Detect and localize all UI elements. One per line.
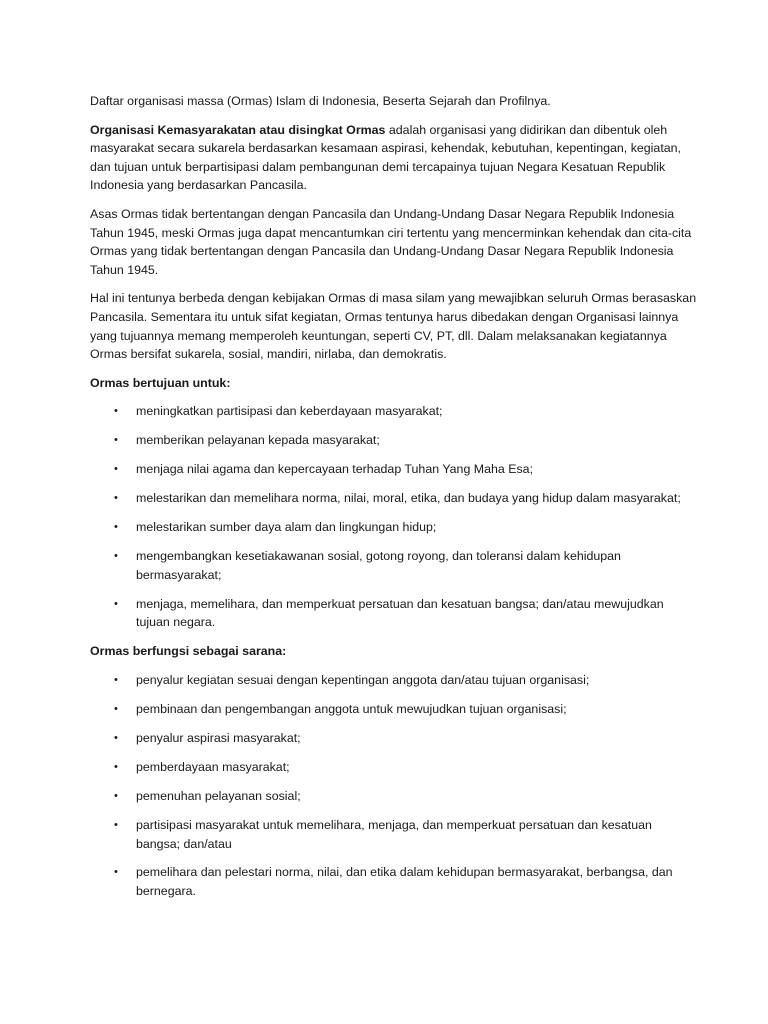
list-item	[90, 729, 698, 748]
list-item-text: penyalur kegiatan sesuai dengan kepentingan anggota dan/atau tujuan organisasi;	[136, 672, 590, 687]
bullet-icon: •	[114, 702, 118, 715]
bullet-icon: •	[114, 731, 118, 744]
bullet-icon: •	[114, 597, 118, 610]
list-item-text: melestarikan sumber daya alam dan lingkungan hidup;	[136, 520, 437, 535]
list-item	[90, 431, 698, 450]
list-item-text: pemelihara dan pelestari norma, nilai, dan etika dalam kehidupan bermasyarakat, berbangsa, dan bernegara.	[136, 865, 673, 899]
list-item	[90, 787, 698, 806]
bullet-icon: •	[114, 673, 118, 686]
list-item	[90, 460, 698, 479]
list-item-text: pemenuhan pelayanan sosial;	[136, 788, 301, 803]
list-item-text: menjaga nilai agama dan kepercayaan terhadap Tuhan Yang Maha Esa;	[136, 462, 534, 477]
bullet-icon: •	[114, 760, 118, 773]
list-item-text: meningkatkan partisipasi dan keberdayaan masyarakat;	[136, 404, 443, 419]
list-item	[90, 595, 698, 632]
functions-heading: Ormas berfungsi sebagai sarana:	[90, 644, 287, 659]
goals-heading: Ormas bertujuan untuk:	[90, 375, 231, 390]
bullet-icon: •	[114, 866, 118, 879]
intro-line: Daftar organisasi massa (Ormas) Islam di Indonesia, Beserta Sejarah dan Profilnya.	[90, 94, 551, 108]
bullet-icon: •	[114, 789, 118, 802]
list-item	[90, 518, 698, 537]
list-item-text: melestarikan dan memelihara norma, nilai, moral, etika, dan budaya yang hidup dalam masyarakat;	[136, 491, 681, 506]
list-item	[90, 700, 698, 719]
definition-term: Organisasi Kemasyarakatan atau disingkat Ormas	[90, 122, 386, 137]
list-item-text: pemberdayaan masyarakat;	[136, 759, 290, 774]
paragraph-policy: Hal ini tentunya berbeda dengan kebijakan Ormas di masa silam yang mewajibkan seluruh Ormas berasaskan Pancasila. Sementara itu untuk sifat kegiatan, Ormas tentunya harus dibedakan dengan Organisasi lainnya yang tujuannya memang memperoleh keuntungan, seperti CV, PT, dll. Dalam melaksanakan kegiatannya Ormas bersifat sukarela, sosial, mandiri, nirlaba, dan demokratis.	[90, 291, 697, 362]
bullet-icon: •	[114, 521, 118, 534]
definition-text: adalah organisasi yang didirikan dan dibentuk oleh masyarakat secara sukarela berdasarkan kesamaan aspirasi, kehendak, kebutuhan, kepentingan, kegiatan, dan tujuan untuk berpartisipasi dalam pembangunan demi tercapainya tujuan Negara Kesatuan Republik Indonesia yang berdasarkan Pancasila.	[90, 122, 681, 193]
list-item	[90, 816, 698, 853]
list-item	[90, 671, 698, 690]
list-item-text: menjaga, memelihara, dan memperkuat persatuan dan kesatuan bangsa; dan/atau mewujudkan tujuan negara.	[136, 596, 664, 630]
bullet-icon: •	[114, 463, 118, 476]
bullet-icon: •	[114, 550, 118, 563]
list-item	[90, 758, 698, 777]
list-item-text: pembinaan dan pengembangan anggota untuk mewujudkan tujuan organisasi;	[136, 701, 567, 716]
bullet-icon: •	[114, 492, 118, 505]
list-item-text: memberikan pelayanan kepada masyarakat;	[136, 433, 380, 448]
list-item	[90, 547, 698, 584]
list-item	[90, 863, 698, 900]
list-item-text: partisipasi masyarakat untuk memelihara, menjaga, dan memperkuat persatuan dan kesatuan bangsa; dan/atau	[136, 817, 652, 851]
functions-list	[90, 671, 698, 901]
list-item	[90, 489, 698, 508]
list-item	[90, 402, 698, 421]
list-item-text: penyalur aspirasi masyarakat;	[136, 730, 301, 745]
list-item-text: mengembangkan kesetiakawanan sosial, gotong royong, dan toleransi dalam kehidupan bermasyarakat;	[136, 549, 621, 582]
paragraph-definition	[90, 121, 698, 195]
paragraph-principle: Asas Ormas tidak bertentangan dengan Pancasila dan Undang-Undang Dasar Negara Republik Indonesia Tahun 1945, meski Ormas juga dapat mencantumkan ciri tertentu yang mencerminkan kehendak dan cita-cita Ormas yang tidak bertentangan dengan Pancasila dan Undang-Undang Dasar Negara Republik Indonesia Tahun 1945.	[90, 206, 692, 277]
bullet-icon: •	[114, 405, 118, 418]
bullet-icon: •	[114, 434, 118, 447]
bullet-icon: •	[114, 818, 118, 831]
goals-list	[90, 402, 698, 632]
